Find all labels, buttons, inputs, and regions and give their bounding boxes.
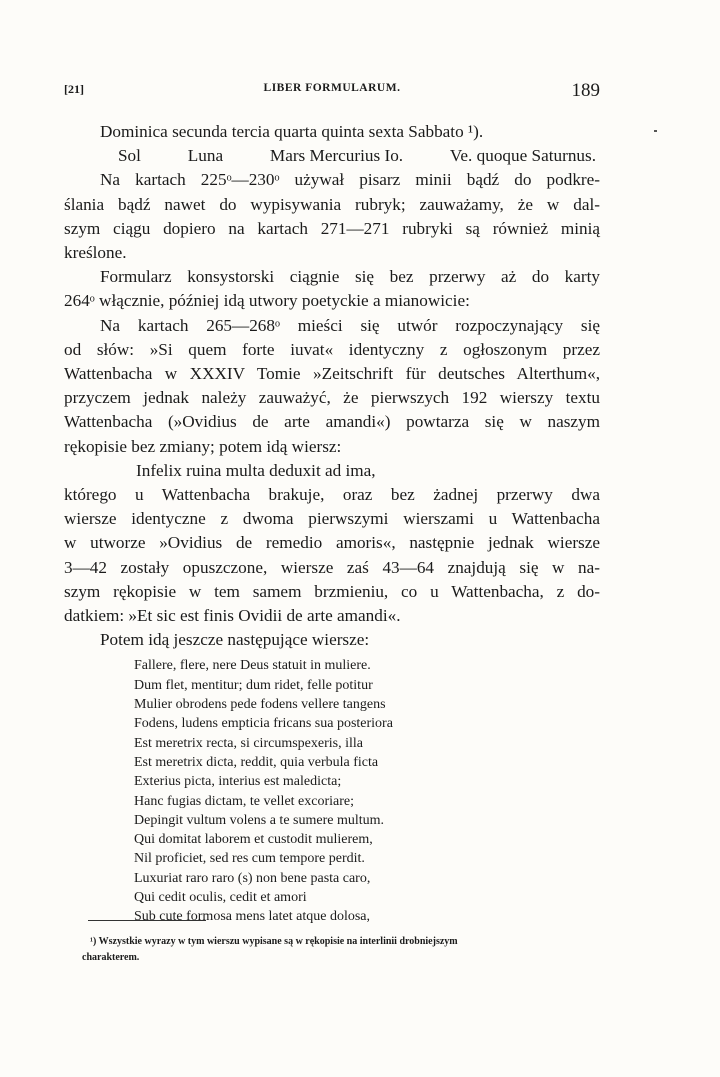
- verse-line: Dum flet, mentitur; dum ridet, felle potitur: [134, 677, 373, 693]
- text-line: rękopisie bez zmiany; potem idą wiersz:: [64, 436, 342, 456]
- verse-line: Est meretrix recta, si circumspexeris, illa: [134, 735, 363, 751]
- verse-line: Qui domitat laborem et custodit mulierem,: [134, 832, 373, 848]
- text-line: od słów: »Si quem forte iuvat« identyczny z ogłoszonym przez: [64, 339, 600, 359]
- verse-line: Nil proficiet, sed res cum tempore perdit.: [134, 851, 365, 867]
- text-line: 3—42 zostały opuszczone, wiersze zaś 43—64 znajdują się w na-: [64, 557, 600, 577]
- verse-line: Hanc fugias dictam, te vellet excoriare;: [134, 793, 355, 809]
- running-title: LIBER FORMULARUM.: [263, 82, 401, 94]
- text-line: przyczem jednak należy zauważyć, że pierwszych 192 wierszy textu: [64, 388, 600, 408]
- footnote-line: charakterem.: [82, 952, 140, 963]
- text-line: szym ciągu dopiero na kartach 271—271 rubryki są również minią: [64, 218, 600, 238]
- footnote: [82, 934, 602, 966]
- page-header: [64, 78, 600, 102]
- text-line: szym rękopisie w tem samem brzmieniu, co u Wattenbacha, z do-: [64, 581, 600, 601]
- text-line: wiersze identyczne z dwoma pierwszymi wierszami u Wattenbacha: [64, 509, 600, 529]
- text-line: Na kartach 265—268ᵒ mieści się utwór rozpoczynający się: [100, 315, 600, 335]
- verse-line: Sub cute formosa mens latet atque dolosa,: [134, 909, 370, 925]
- symbol-label: Luna: [187, 146, 224, 166]
- verse-line: Mulier obrodens pede fodens vellere tangens: [134, 697, 386, 713]
- text-line: Formularz konsystorski ciągnie się bez przerwy aż do karty: [100, 267, 600, 287]
- verse-line: Est meretrix dicta, reddit, quia verbula ficta: [134, 754, 379, 770]
- verse-line: Depingit vultum volens a te sumere multum.: [134, 812, 385, 828]
- quoted-verse-line: Infelix ruina multa deduxit ad ima,: [136, 460, 376, 480]
- text-line: ślania bądź nawet do wypisywania rubryk; zauważamy, że w dal-: [64, 194, 600, 214]
- signature-mark: [21]: [64, 82, 84, 96]
- text-line: Na kartach 225ᵒ—230ᵒ używał pisarz minii bądź do podkre-: [100, 170, 600, 190]
- text-line: Dominica secunda tercia quarta quinta sexta Sabbato ¹).: [100, 122, 484, 141]
- text-line: Wattenbacha (»Ovidius de arte amandi«) powtarza się w naszym: [64, 412, 600, 432]
- footnote-line: ¹) Wszystkie wyrazy w tym wierszu wypisane są w rękopisie na interlinii drobniejszym: [90, 936, 458, 947]
- text-line: którego u Wattenbacha brakuje, oraz bez żadnej przerwy dwa: [64, 485, 600, 505]
- text-line: w utworze »Ovidius de remedio amoris«, następnie jednak wiersze: [64, 533, 600, 553]
- verse-block: [64, 656, 600, 926]
- verse-line: Qui cedit oculis, cedit et amori: [134, 890, 307, 906]
- symbol-label: Sol: [118, 146, 141, 166]
- print-speck: [654, 130, 657, 132]
- symbol-label: Mars Mercurius Io.: [269, 146, 404, 166]
- verse-line: Luxuriat raro raro (s) non bene pasta caro,: [134, 870, 371, 886]
- text-line: kreślone.: [64, 243, 127, 263]
- text-line: 264ᵒ włącznie, później idą utwory poetyckie a mianowicie:: [64, 291, 470, 311]
- planet-symbols-line: [64, 144, 600, 168]
- symbol-label: Ve. quoque Saturnus.: [449, 146, 596, 166]
- text-line: Wattenbacha w XXXIV Tomie »Zeitschrift für deutsches Alterthum«,: [64, 364, 600, 384]
- verse-line: Exterius picta, interius est maledicta;: [134, 774, 342, 790]
- body-text: [64, 120, 600, 927]
- footnote-rule: [88, 920, 206, 921]
- page-number: 189: [571, 80, 600, 101]
- text-line: Potem idą jeszcze następujące wiersze:: [100, 630, 370, 650]
- verse-line: Fallere, flere, nere Deus statuit in muliere.: [134, 658, 371, 674]
- verse-line: Fodens, ludens empticia fricans sua posteriora: [134, 716, 393, 732]
- text-line: datkiem: »Et sic est finis Ovidii de arte amandi«.: [64, 606, 401, 626]
